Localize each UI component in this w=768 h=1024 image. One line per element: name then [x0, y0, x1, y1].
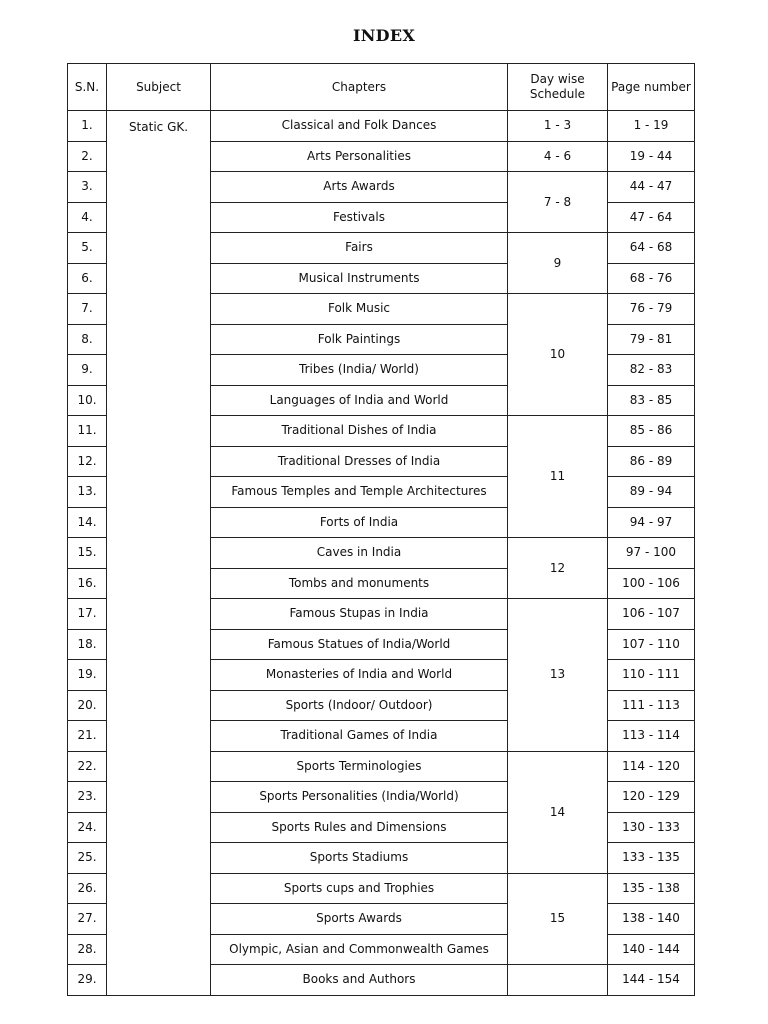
index-table [67, 63, 695, 996]
row-chapter: Folk Paintings [211, 324, 508, 355]
row-sn: 26. [68, 873, 107, 904]
row-sn: 18. [68, 629, 107, 660]
row-sn: 15. [68, 538, 107, 569]
row-sn: 21. [68, 721, 107, 752]
row-page-range: 86 - 89 [608, 446, 695, 477]
row-chapter: Sports Stadiums [211, 843, 508, 874]
row-page-range: 138 - 140 [608, 904, 695, 935]
row-chapter: Sports cups and Trophies [211, 873, 508, 904]
row-page-range: 44 - 47 [608, 172, 695, 203]
row-chapter: Famous Stupas in India [211, 599, 508, 630]
row-sn: 11. [68, 416, 107, 447]
row-sn: 7. [68, 294, 107, 325]
row-sn: 17. [68, 599, 107, 630]
row-page-range: 47 - 64 [608, 202, 695, 233]
row-sn: 8. [68, 324, 107, 355]
row-page-range: 79 - 81 [608, 324, 695, 355]
row-page-range: 83 - 85 [608, 385, 695, 416]
header-row [68, 64, 695, 111]
day-schedule-cell: 7 - 8 [508, 172, 608, 233]
row-page-range: 94 - 97 [608, 507, 695, 538]
day-schedule-cell: 12 [508, 538, 608, 599]
row-chapter: Musical Instruments [211, 263, 508, 294]
row-page-range: 135 - 138 [608, 873, 695, 904]
row-chapter: Monasteries of India and World [211, 660, 508, 691]
table-body [68, 111, 695, 996]
day-schedule-cell [508, 965, 608, 996]
header-subject: Subject [107, 64, 211, 111]
table-row [68, 111, 695, 142]
row-page-range: 68 - 76 [608, 263, 695, 294]
row-chapter: Fairs [211, 233, 508, 264]
row-chapter: Languages of India and World [211, 385, 508, 416]
row-chapter: Traditional Dishes of India [211, 416, 508, 447]
row-sn: 29. [68, 965, 107, 996]
row-chapter: Traditional Dresses of India [211, 446, 508, 477]
row-sn: 6. [68, 263, 107, 294]
row-chapter: Famous Temples and Temple Architectures [211, 477, 508, 508]
row-sn: 19. [68, 660, 107, 691]
row-sn: 4. [68, 202, 107, 233]
day-schedule-cell: 15 [508, 873, 608, 965]
row-chapter: Sports Personalities (India/World) [211, 782, 508, 813]
row-page-range: 107 - 110 [608, 629, 695, 660]
row-chapter: Traditional Games of India [211, 721, 508, 752]
row-sn: 9. [68, 355, 107, 386]
row-page-range: 82 - 83 [608, 355, 695, 386]
row-sn: 14. [68, 507, 107, 538]
row-page-range: 114 - 120 [608, 751, 695, 782]
row-page-range: 85 - 86 [608, 416, 695, 447]
header-day-line1: Day wise [530, 72, 585, 86]
row-sn: 5. [68, 233, 107, 264]
header-chapters: Chapters [211, 64, 508, 111]
day-schedule-cell: 14 [508, 751, 608, 873]
row-page-range: 120 - 129 [608, 782, 695, 813]
row-page-range: 64 - 68 [608, 233, 695, 264]
row-sn: 28. [68, 934, 107, 965]
row-sn: 25. [68, 843, 107, 874]
row-page-range: 89 - 94 [608, 477, 695, 508]
row-chapter: Festivals [211, 202, 508, 233]
row-sn: 24. [68, 812, 107, 843]
row-chapter: Arts Awards [211, 172, 508, 203]
row-page-range: 97 - 100 [608, 538, 695, 569]
subject-cell: Static GK. [107, 111, 211, 996]
row-sn: 27. [68, 904, 107, 935]
row-page-range: 111 - 113 [608, 690, 695, 721]
day-schedule-cell: 4 - 6 [508, 141, 608, 172]
row-page-range: 130 - 133 [608, 812, 695, 843]
row-sn: 13. [68, 477, 107, 508]
row-page-range: 19 - 44 [608, 141, 695, 172]
row-chapter: Classical and Folk Dances [211, 111, 508, 142]
row-sn: 1. [68, 111, 107, 142]
row-chapter: Sports Rules and Dimensions [211, 812, 508, 843]
header-day-schedule [508, 64, 608, 111]
row-page-range: 110 - 111 [608, 660, 695, 691]
row-sn: 3. [68, 172, 107, 203]
row-page-range: 113 - 114 [608, 721, 695, 752]
row-page-range: 100 - 106 [608, 568, 695, 599]
row-chapter: Famous Statues of India/World [211, 629, 508, 660]
day-schedule-cell: 11 [508, 416, 608, 538]
row-sn: 12. [68, 446, 107, 477]
row-sn: 2. [68, 141, 107, 172]
row-sn: 22. [68, 751, 107, 782]
row-chapter: Books and Authors [211, 965, 508, 996]
row-sn: 10. [68, 385, 107, 416]
row-page-range: 140 - 144 [608, 934, 695, 965]
row-page-range: 76 - 79 [608, 294, 695, 325]
row-chapter: Olympic, Asian and Commonwealth Games [211, 934, 508, 965]
row-chapter: Tombs and monuments [211, 568, 508, 599]
row-chapter: Forts of India [211, 507, 508, 538]
day-schedule-cell: 1 - 3 [508, 111, 608, 142]
row-chapter: Sports Awards [211, 904, 508, 935]
row-chapter: Arts Personalities [211, 141, 508, 172]
day-schedule-cell: 9 [508, 233, 608, 294]
page-title: INDEX [352, 26, 416, 45]
row-chapter: Tribes (India/ World) [211, 355, 508, 386]
row-page-range: 144 - 154 [608, 965, 695, 996]
row-page-range: 106 - 107 [608, 599, 695, 630]
row-sn: 23. [68, 782, 107, 813]
day-schedule-cell: 10 [508, 294, 608, 416]
header-day-line2: Schedule [529, 87, 586, 101]
header-page-number: Page number [608, 64, 695, 111]
row-chapter: Sports (Indoor/ Outdoor) [211, 690, 508, 721]
day-schedule-cell: 13 [508, 599, 608, 752]
row-chapter: Sports Terminologies [211, 751, 508, 782]
row-chapter: Folk Music [211, 294, 508, 325]
row-sn: 20. [68, 690, 107, 721]
header-sn: S.N. [68, 64, 107, 111]
row-page-range: 133 - 135 [608, 843, 695, 874]
row-sn: 16. [68, 568, 107, 599]
row-chapter: Caves in India [211, 538, 508, 569]
row-page-range: 1 - 19 [608, 111, 695, 142]
